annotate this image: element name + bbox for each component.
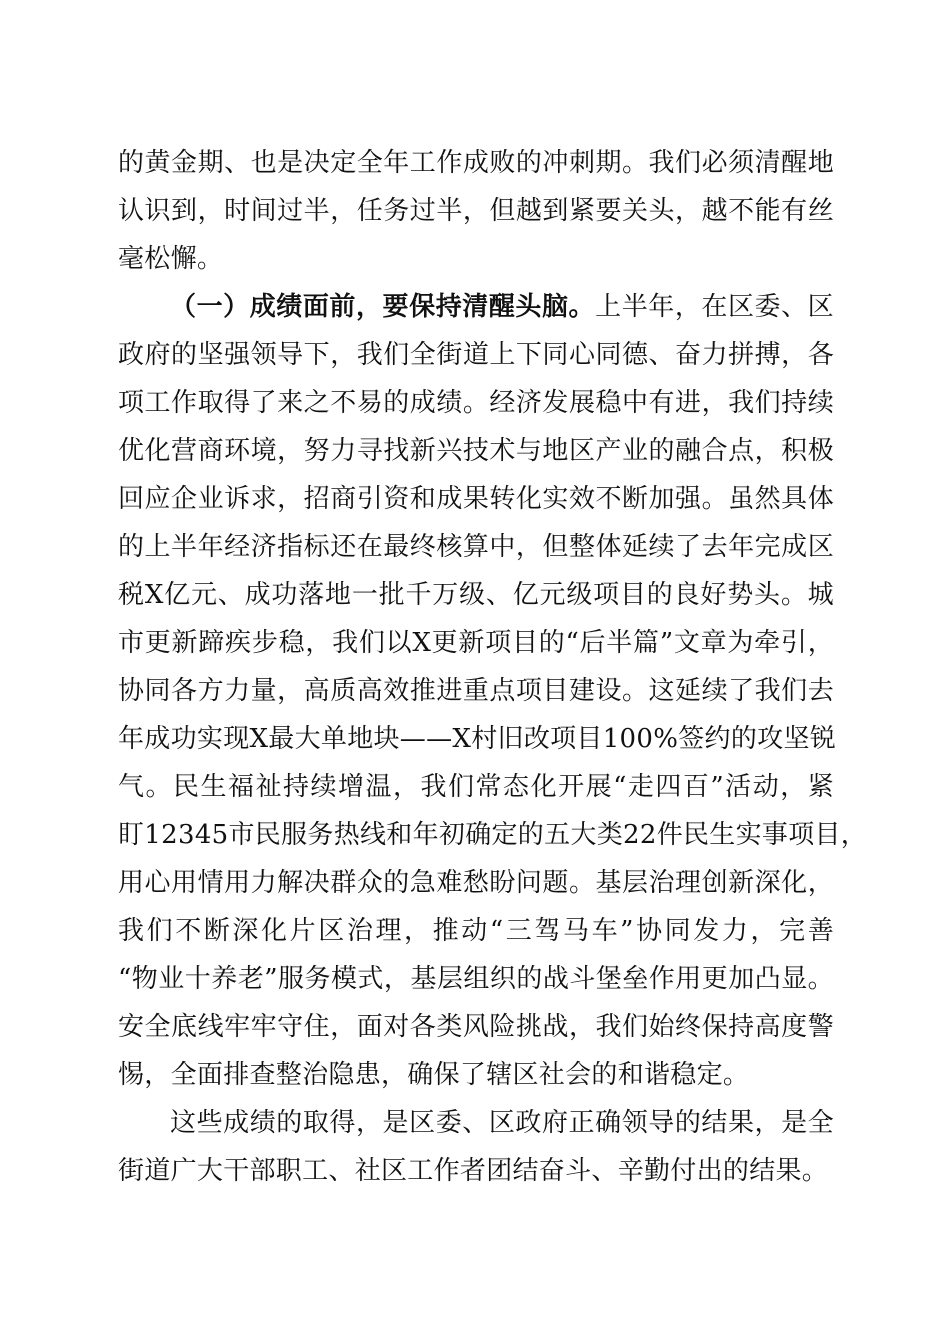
paragraph-2-line-3: 项工作取得了来之不易的成绩。经济发展稳中有进，我们持续 xyxy=(118,388,834,418)
paragraph-2-line-4: 优化营商环境，努力寻找新兴技术与地区产业的融合点，积极 xyxy=(118,436,834,466)
paragraph-3-line-1: 这些成绩的取得，是区委、区政府正确领导的结果，是全 xyxy=(170,1108,834,1138)
paragraph-2-line-1 xyxy=(170,286,834,328)
paragraph-2-line-10: 年成功实现X最大单地块——X村旧改项目100%签约的攻坚锐 xyxy=(118,724,837,754)
paragraph-2-line-2: 政府的坚强领导下，我们全街道上下同心同德、奋力拼搏，各 xyxy=(118,340,834,370)
paragraph-2-line-15: “物业十养老”服务模式，基层组织的战斗堡垒作用更加凸显。 xyxy=(118,964,834,994)
paragraph-2-line-13: 用心用情用力解决群众的急难愁盼问题。基层治理创新深化， xyxy=(118,868,834,898)
paragraph-1-line-2: 认识到，时间过半，任务过半，但越到紧要关头，越不能有丝 xyxy=(118,196,834,226)
paragraph-2-line-17: 惕，全面排查整治隐患，确保了辖区社会的和谐稳定。 xyxy=(118,1060,750,1090)
paragraph-2-line-9: 协同各方力量，高质高效推进重点项目建设。这延续了我们去 xyxy=(118,676,834,706)
paragraph-2-line-12: 盯12345市民服务热线和年初确定的五大类22件民生实事项目， xyxy=(118,820,868,850)
paragraph-1-line-3: 毫松懈。 xyxy=(118,244,224,274)
paragraph-2-line-1-text: 上半年，在区委、区 xyxy=(595,292,834,322)
paragraph-2-line-8: 市更新蹄疾步稳，我们以X更新项目的“后半篇”文章为牵引， xyxy=(118,628,834,658)
paragraph-2-line-6: 的上半年经济指标还在最终核算中，但整体延续了去年完成区 xyxy=(118,532,834,562)
paragraph-2-line-11: 气。民生福祉持续增温，我们常态化开展“走四百”活动，紧 xyxy=(118,772,834,802)
paragraph-2-line-7: 税X亿元、成功落地一批千万级、亿元级项目的良好势头。城 xyxy=(118,580,834,610)
paragraph-1-line-1: 的黄金期、也是决定全年工作成败的冲刺期。我们必须清醒地 xyxy=(118,148,834,178)
section-heading: （一）成绩面前，要保持清醒头脑。 xyxy=(170,292,596,322)
paragraph-2-line-5: 回应企业诉求，招商引资和成果转化实效不断加强。虽然具体 xyxy=(118,484,834,514)
paragraph-2-line-16: 安全底线牢牢守住，面对各类风险挑战，我们始终保持高度警 xyxy=(118,1012,834,1042)
paragraph-2-line-14: 我们不断深化片区治理，推动“三驾马车”协同发力，完善 xyxy=(118,916,834,946)
paragraph-3-line-2: 街道广大干部职工、社区工作者团结奋斗、辛勤付出的结果。 xyxy=(118,1156,829,1186)
